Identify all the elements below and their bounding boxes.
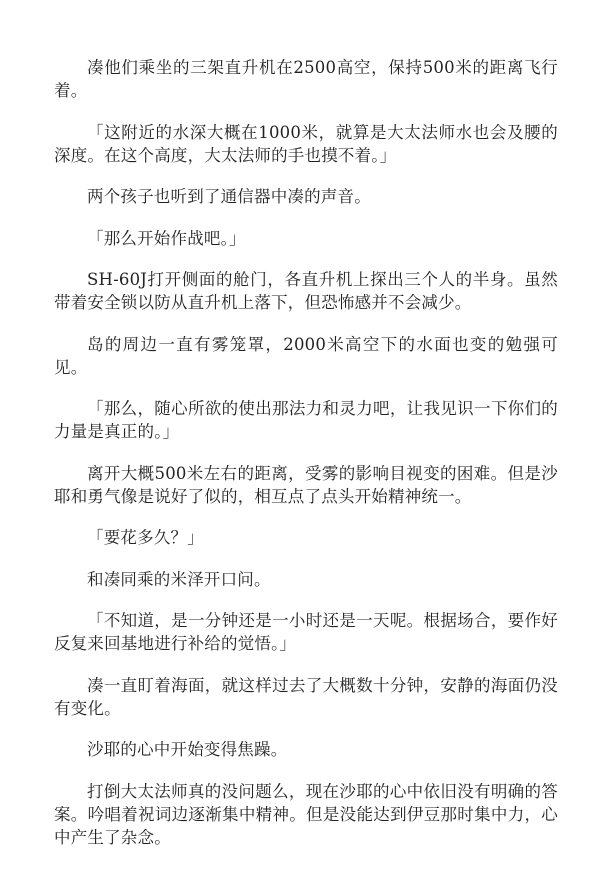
paragraph-10: 和凑同乘的米泽开口问。	[87, 569, 271, 589]
paragraph-14: 打倒大太法师真的没问题么，现在沙耶的心中依旧没有明确的答案。吟唱着祝词边逐渐集中精神。但是没能达到伊豆那时集中力，心中产生了杂念。	[54, 781, 558, 847]
paragraph-7: 「那么，随心所欲的使出那法力和灵力吧，让我见识一下你们的力量是真正的。」	[54, 399, 558, 441]
paragraph-12: 凑一直盯着海面，就这样过去了大概数十分钟，安静的海面仍没有变化。	[54, 675, 558, 718]
paragraph-4: 「那么开始作战吧。」	[87, 228, 246, 248]
text-body	[54, 56, 558, 867]
paragraph-1: 凑他们乘坐的三架直升机在2500高空，保持500米的距离飞行着。	[54, 58, 558, 100]
paragraph-6: 岛的周边一直有雾笼罩，2000米高空下的水面也变的勉强可见。	[54, 334, 558, 377]
paragraph-13: 沙耶的心中开始变得焦躁。	[87, 740, 288, 759]
paragraph-2: 「这附近的水深大概在1000米，就算是大太法师水也会及腰的深度。在这个高度，大太法师的手也摸不着。」	[54, 122, 558, 165]
paragraph-8: 离开大概500米左右的距离，受雾的影响目视变的困难。但是沙耶和勇气像是说好了似的，相互点了点头开始精神统一。	[54, 463, 558, 506]
paragraph-11: 「不知道，是一分钟还是一小时还是一天呢。根据场合，要作好反复来回基地进行补给的觉悟。」	[54, 611, 558, 653]
paragraph-5: SH-60J打开侧面的舱门，各直升机上探出三个人的半身。虽然带着安全锁以防从直升机上落下，但恐怖感并不会减少。	[54, 270, 558, 312]
paragraph-9: 「要花多久？」	[87, 528, 204, 547]
paragraph-3: 两个孩子也听到了通信器中凑的声音。	[87, 187, 371, 206]
